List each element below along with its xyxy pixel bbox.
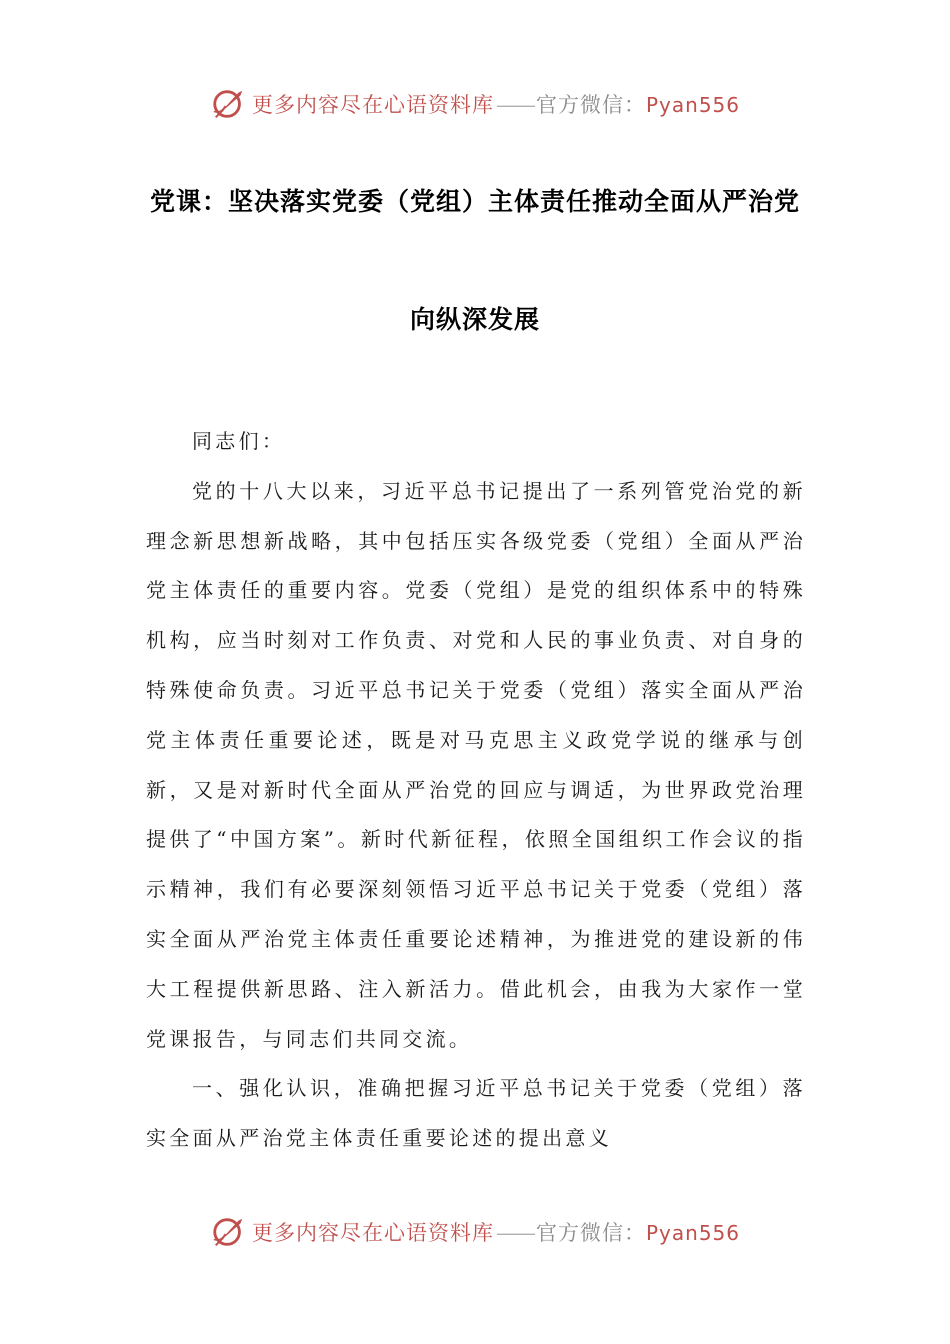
section-heading: 一、强化认识，准确把握习近平总书记关于党委（党组）落实全面从严治党主体责任重要论述的提出意义 [146,1076,806,1151]
body-paragraph: 党的十八大以来，习近平总书记提出了一系列管党治党的新理念新思想新战略，其中包括压实各级党委（党组）全面从严治党主体责任的重要内容。党委（党组）是党的组织体系中的特殊机构，应当时刻对工作负责、对党和人民的事业负责、对自身的特殊使命负责。习近平总书记关于党委（党组）落实全面从严治党主体责任重要论述，既是对马克思主义政党学说的继承与创新，又是对新时代全面从严治党的回应与调适，为世界政党治理提供了“中国方案”。新时代新征程，依照全国组织工作会议的指示精神，我们有必要深刻领悟习近平总书记关于党委（党组）落实全面从严治党主体责任重要论述精神，为推进党的建设新的伟大工程提供新思路、注入新活力。借此机会，由我为大家作一堂党课报告，与同志们共同交流。 [146,478,806,1051]
feather-pen-logo-icon [210,85,248,123]
watermark-footer [0,1210,950,1254]
salutation: 同志们： [192,429,286,453]
feather-pen-logo-icon [210,1213,248,1251]
document-title-line-1: 党课：坚决落实党委（党组）主体责任推动全面从严治党 [149,187,800,216]
watermark-text: 更多内容尽在心语资料库——官方微信：Pyan556 [251,1221,740,1245]
watermark-header [0,82,950,126]
document-title-line-2: 向纵深发展 [409,305,540,334]
document-body [146,417,806,1164]
watermark-text: 更多内容尽在心语资料库——官方微信：Pyan556 [251,93,740,117]
